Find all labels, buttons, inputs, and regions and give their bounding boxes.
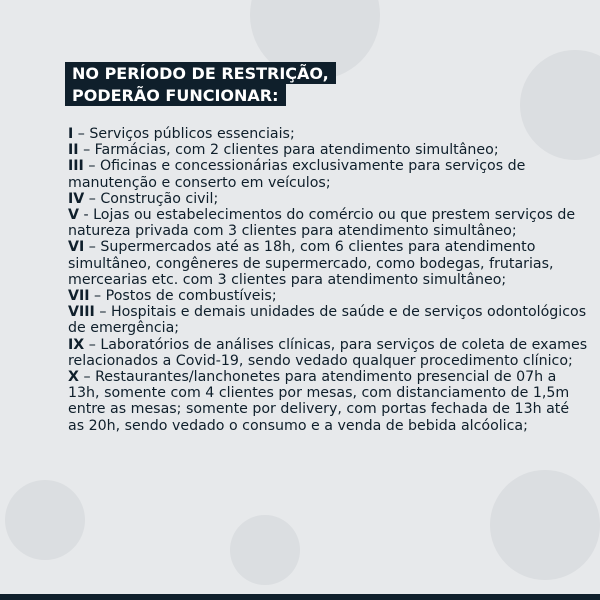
title-line-2: PODERÃO FUNCIONAR: <box>65 84 286 106</box>
bottom-strip <box>0 594 600 600</box>
establishments-list <box>68 126 588 434</box>
item-number: III <box>68 158 84 175</box>
list-item <box>68 337 588 369</box>
item-text: – Restaurantes/lanchonetes para atendimento presencial de 07h a 13h, somente com 4 clientes por mesas, com distanciamento de 1,5m entre as mesas; somente por delivery, com portas fechada de 13h até as 20h, sendo vedado o consumo e a venda de bebida alcóolica; <box>68 369 570 434</box>
item-number: IX <box>68 336 85 353</box>
item-text: – Laboratórios de análises clínicas, para serviços de coleta de exames relacionados a Covid-19, sendo vedado qualquer procedimento clínico; <box>68 336 588 369</box>
list-item <box>68 126 588 142</box>
list-item <box>68 207 588 239</box>
item-text: – Supermercados até as 18h, com 6 clientes para atendimento simultâneo, congêneres de supermercado, como bodegas, frutarias, mercearias etc. com 3 clientes para atendimento simultâneo; <box>68 239 554 288</box>
list-item <box>68 369 588 434</box>
item-number: II <box>68 142 79 159</box>
item-text: – Hospitais e demais unidades de saúde e de serviços odontológicos de emergência; <box>68 304 587 337</box>
list-item <box>68 158 588 190</box>
item-number: VI <box>68 239 85 256</box>
background-decoration <box>230 515 300 585</box>
item-text: - Lojas ou estabelecimentos do comércio ou que prestem serviços de natureza privada com 3 clientes para atendimento simultâneo; <box>68 207 576 240</box>
list-item <box>68 191 588 207</box>
item-number: VII <box>68 288 90 305</box>
list-item <box>68 304 588 336</box>
item-number: X <box>68 369 79 386</box>
item-number: IV <box>68 190 85 207</box>
list-item <box>68 288 588 304</box>
list-item <box>68 142 588 158</box>
title-line-1: NO PERÍODO DE RESTRIÇÃO, <box>65 62 336 84</box>
list-item <box>68 239 588 288</box>
item-text: – Construção civil; <box>84 190 219 207</box>
item-text: – Oficinas e concessionárias exclusivamente para serviços de manutenção e conserto em veículos; <box>68 158 526 191</box>
item-number: VIII <box>68 304 95 321</box>
page-title <box>65 62 336 106</box>
background-decoration <box>490 470 600 580</box>
item-text: – Farmácias, com 2 clientes para atendimento simultâneo; <box>78 142 499 159</box>
background-decoration <box>5 480 85 560</box>
item-number: I <box>68 126 74 142</box>
item-text: – Postos de combustíveis; <box>89 288 277 305</box>
item-text: – Serviços públicos essenciais; <box>73 126 295 142</box>
item-number: V <box>68 207 79 224</box>
